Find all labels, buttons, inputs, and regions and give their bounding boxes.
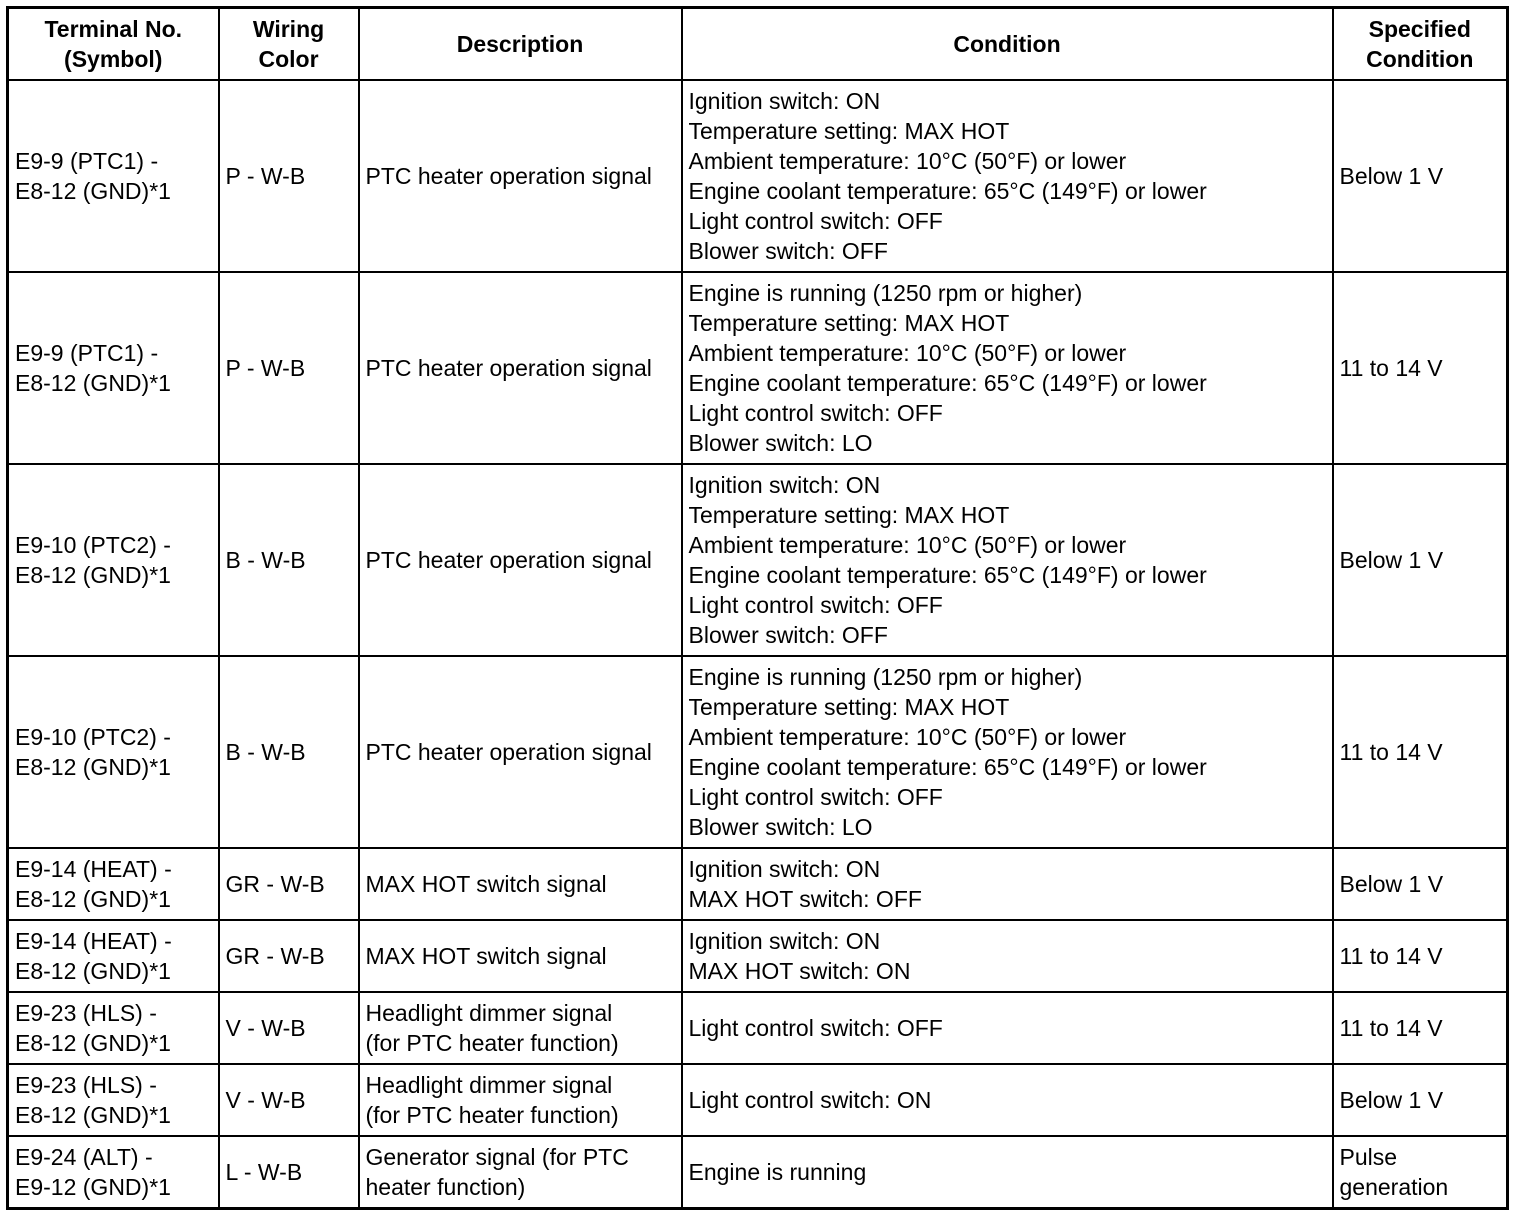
specified-condition-line: 11 to 14 V	[1339, 1015, 1443, 1041]
specified-condition-line: 11 to 14 V	[1339, 943, 1443, 969]
terminal-line: E9-23 (HLS) -	[15, 1072, 157, 1098]
terminal-cell	[8, 80, 219, 272]
header-specified-condition: Specified Condition	[1333, 8, 1508, 81]
wiring-color-cell: P - W-B	[219, 272, 359, 464]
table-row	[8, 272, 1508, 464]
terminal-line: E8-12 (GND)*1	[15, 886, 171, 912]
condition-line: Light control switch: OFF	[688, 208, 943, 234]
terminal-line: E8-12 (GND)*1	[15, 1102, 171, 1128]
specified-condition-cell	[1333, 920, 1508, 992]
specified-condition-cell	[1333, 992, 1508, 1064]
condition-cell	[682, 656, 1333, 848]
description-line: MAX HOT switch signal	[365, 943, 607, 969]
terminal-line: E8-12 (GND)*1	[15, 562, 171, 588]
condition-line: Ignition switch: ON	[688, 928, 881, 954]
terminal-line: E9-23 (HLS) -	[15, 1000, 157, 1026]
condition-cell	[682, 272, 1333, 464]
table-row	[8, 656, 1508, 848]
condition-line: Ambient temperature: 10°C (50°F) or lower	[688, 340, 1127, 366]
condition-line: Light control switch: OFF	[688, 784, 943, 810]
description-cell	[359, 656, 682, 848]
terminal-cell	[8, 1064, 219, 1136]
condition-line: Temperature setting: MAX HOT	[688, 310, 1010, 336]
specified-condition-cell	[1333, 1064, 1508, 1136]
condition-line: Ignition switch: ON	[688, 472, 881, 498]
description-cell	[359, 80, 682, 272]
wiring-color-cell: P - W-B	[219, 80, 359, 272]
terminal-line: E9-10 (PTC2) -	[15, 532, 171, 558]
description-cell	[359, 920, 682, 992]
specified-condition-cell	[1333, 848, 1508, 920]
terminal-line: E9-12 (GND)*1	[15, 1174, 171, 1200]
description-line: PTC heater operation signal	[365, 739, 652, 765]
header-condition: Condition	[682, 8, 1333, 81]
condition-line: Engine coolant temperature: 65°C (149°F) or lower	[688, 370, 1207, 396]
condition-line: Blower switch: OFF	[688, 622, 888, 648]
specified-condition-line: Below 1 V	[1339, 163, 1444, 189]
specified-condition-line: 11 to 14 V	[1339, 355, 1443, 381]
condition-line: Temperature setting: MAX HOT	[688, 502, 1010, 528]
terminal-line: E9-9 (PTC1) -	[15, 340, 159, 366]
table-row	[8, 1136, 1508, 1209]
terminal-cell	[8, 920, 219, 992]
terminal-spec-table	[6, 6, 1509, 1210]
specified-condition-cell	[1333, 656, 1508, 848]
condition-line: Engine coolant temperature: 65°C (149°F) or lower	[688, 178, 1207, 204]
condition-line: MAX HOT switch: ON	[688, 958, 911, 984]
description-cell	[359, 1064, 682, 1136]
terminal-cell	[8, 464, 219, 656]
table-row	[8, 920, 1508, 992]
description-line: (for PTC heater function)	[365, 1102, 619, 1128]
wiring-color-cell: GR - W-B	[219, 920, 359, 992]
condition-line: Blower switch: LO	[688, 814, 873, 840]
condition-line: Ignition switch: ON	[688, 856, 881, 882]
terminal-cell	[8, 656, 219, 848]
wiring-color-cell: V - W-B	[219, 992, 359, 1064]
condition-line: Blower switch: LO	[688, 430, 873, 456]
condition-cell	[682, 1136, 1333, 1209]
condition-line: Engine is running (1250 rpm or higher)	[688, 664, 1083, 690]
table-row	[8, 992, 1508, 1064]
description-line: PTC heater operation signal	[365, 163, 652, 189]
specified-condition-line: generation	[1339, 1174, 1449, 1200]
header-row	[8, 8, 1508, 81]
specified-condition-line: Below 1 V	[1339, 547, 1444, 573]
terminal-line: E9-10 (PTC2) -	[15, 724, 171, 750]
terminal-cell	[8, 1136, 219, 1209]
terminal-line: E8-12 (GND)*1	[15, 370, 171, 396]
condition-line: Temperature setting: MAX HOT	[688, 694, 1010, 720]
specified-condition-cell	[1333, 272, 1508, 464]
condition-line: Engine coolant temperature: 65°C (149°F) or lower	[688, 562, 1207, 588]
terminal-line: E9-24 (ALT) -	[15, 1144, 153, 1170]
terminal-line: E9-9 (PTC1) -	[15, 148, 159, 174]
table-row	[8, 1064, 1508, 1136]
table-row	[8, 80, 1508, 272]
description-line: Generator signal (for PTC	[365, 1144, 629, 1170]
condition-line: Light control switch: OFF	[688, 592, 943, 618]
specified-condition-cell	[1333, 464, 1508, 656]
specified-condition-line: Below 1 V	[1339, 1087, 1444, 1113]
terminal-line: E8-12 (GND)*1	[15, 178, 171, 204]
terminal-cell	[8, 848, 219, 920]
terminal-line: E8-12 (GND)*1	[15, 958, 171, 984]
wiring-color-cell: B - W-B	[219, 464, 359, 656]
condition-line: Light control switch: OFF	[688, 400, 943, 426]
description-cell	[359, 272, 682, 464]
description-line: PTC heater operation signal	[365, 355, 652, 381]
specified-condition-cell	[1333, 80, 1508, 272]
condition-line: Temperature setting: MAX HOT	[688, 118, 1010, 144]
table-row	[8, 464, 1508, 656]
condition-line: Light control switch: ON	[688, 1087, 932, 1113]
condition-line: Engine is running	[688, 1159, 867, 1185]
condition-line: Ambient temperature: 10°C (50°F) or lower	[688, 724, 1127, 750]
condition-cell	[682, 992, 1333, 1064]
specified-condition-line: 11 to 14 V	[1339, 739, 1443, 765]
description-line: Headlight dimmer signal	[365, 1000, 613, 1026]
terminal-line: E8-12 (GND)*1	[15, 754, 171, 780]
description-cell	[359, 464, 682, 656]
condition-line: Ambient temperature: 10°C (50°F) or lower	[688, 532, 1127, 558]
header-wiring-color: Wiring Color	[219, 8, 359, 81]
description-cell	[359, 848, 682, 920]
terminal-line: E9-14 (HEAT) -	[15, 856, 172, 882]
specified-condition-line: Below 1 V	[1339, 871, 1444, 897]
wiring-color-cell: L - W-B	[219, 1136, 359, 1209]
description-cell	[359, 1136, 682, 1209]
condition-line: Engine coolant temperature: 65°C (149°F) or lower	[688, 754, 1207, 780]
condition-cell	[682, 848, 1333, 920]
condition-line: Ignition switch: ON	[688, 88, 881, 114]
description-line: PTC heater operation signal	[365, 547, 652, 573]
terminal-line: E9-14 (HEAT) -	[15, 928, 172, 954]
header-terminal: Terminal No. (Symbol)	[8, 8, 219, 81]
description-line: MAX HOT switch signal	[365, 871, 607, 897]
header-description: Description	[359, 8, 682, 81]
condition-cell	[682, 80, 1333, 272]
description-line: heater function)	[365, 1174, 526, 1200]
condition-line: Engine is running (1250 rpm or higher)	[688, 280, 1083, 306]
description-line: (for PTC heater function)	[365, 1030, 619, 1056]
condition-line: Blower switch: OFF	[688, 238, 888, 264]
wiring-color-cell: V - W-B	[219, 1064, 359, 1136]
description-cell	[359, 992, 682, 1064]
condition-line: MAX HOT switch: OFF	[688, 886, 922, 912]
condition-line: Light control switch: OFF	[688, 1015, 943, 1041]
specified-condition-cell	[1333, 1136, 1508, 1209]
wiring-color-cell: B - W-B	[219, 656, 359, 848]
table-row	[8, 848, 1508, 920]
terminal-cell	[8, 992, 219, 1064]
condition-cell	[682, 920, 1333, 992]
terminal-cell	[8, 272, 219, 464]
description-line: Headlight dimmer signal	[365, 1072, 613, 1098]
condition-cell	[682, 464, 1333, 656]
condition-cell	[682, 1064, 1333, 1136]
specified-condition-line: Pulse	[1339, 1144, 1398, 1170]
terminal-line: E8-12 (GND)*1	[15, 1030, 171, 1056]
condition-line: Ambient temperature: 10°C (50°F) or lower	[688, 148, 1127, 174]
wiring-color-cell: GR - W-B	[219, 848, 359, 920]
